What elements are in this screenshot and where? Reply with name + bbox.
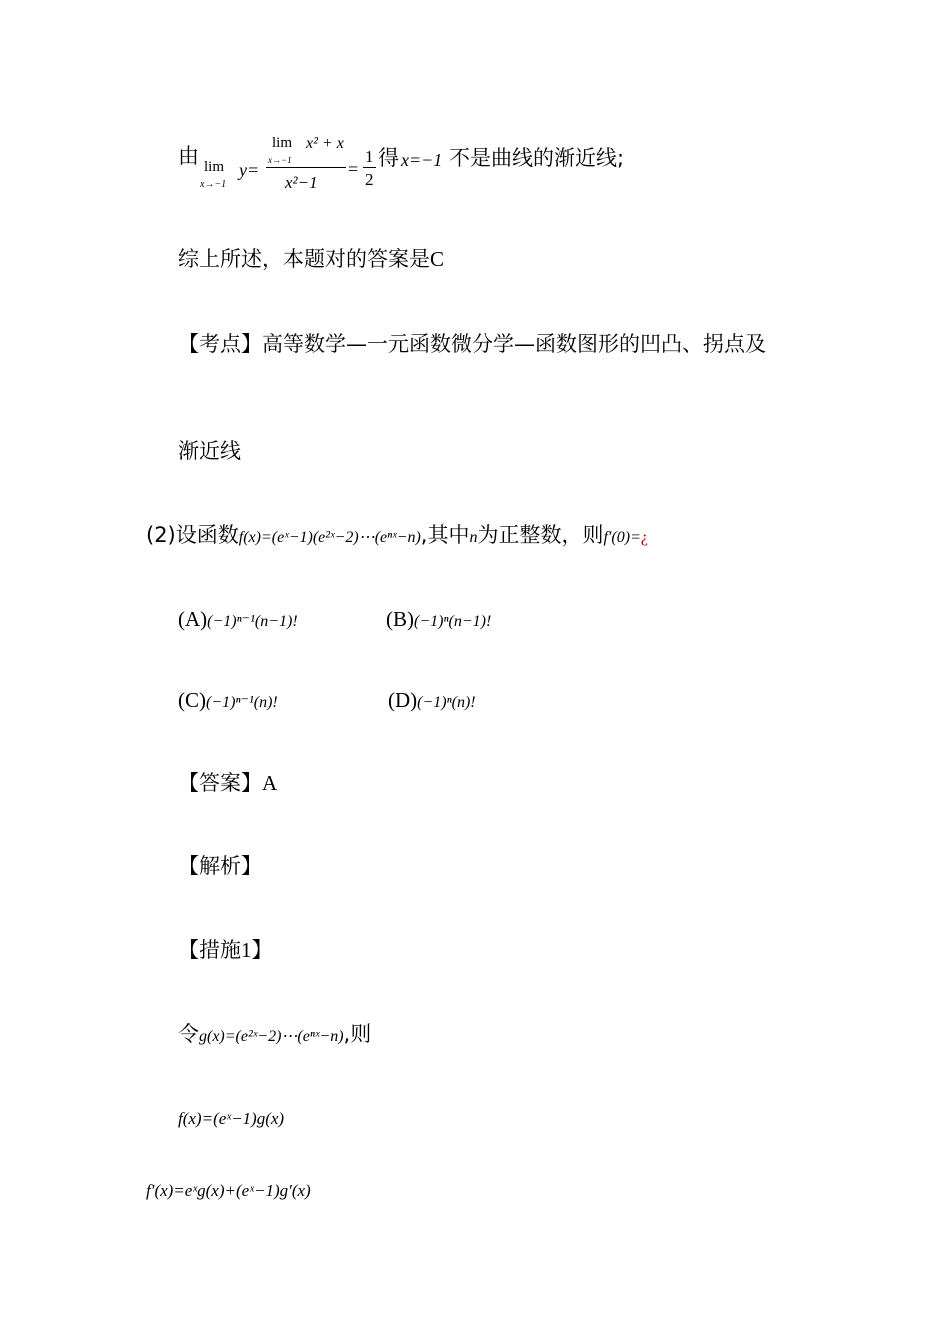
- half-denominator: 2: [365, 170, 374, 189]
- option-a-label: (A): [178, 607, 208, 631]
- numerator-subscript: x→−1: [268, 155, 292, 165]
- half-bar: [363, 167, 376, 168]
- let-expr: g(x)=(e²ˣ−2)⋯(eⁿˣ−n): [199, 1028, 344, 1045]
- summary-answer: C: [430, 247, 445, 271]
- let-suffix: ,则: [343, 1022, 372, 1046]
- option-b: [386, 609, 491, 630]
- analysis-heading: 【解析】: [178, 854, 262, 878]
- question-n: n: [469, 529, 478, 546]
- option-c-expr: (−1)ⁿ⁻¹(n)!: [206, 694, 278, 711]
- question-derivative: f′(0)=: [603, 529, 641, 546]
- equation-f: f(x)=(eˣ−1)g(x): [178, 1109, 285, 1128]
- summary-line: [178, 249, 444, 270]
- question-number: (2): [146, 523, 176, 547]
- method-heading: [178, 940, 273, 961]
- option-c: [178, 690, 278, 711]
- answer-value: A: [262, 771, 278, 795]
- x-equals-minus-one: x=−1: [401, 150, 443, 170]
- question-mid: ,其中: [420, 523, 470, 547]
- option-d: [388, 690, 476, 711]
- option-b-expr: (−1)ⁿ(n−1)!: [414, 613, 492, 630]
- option-a: [178, 609, 298, 630]
- equation-f-prime: f′(x)=eˣg(x)+(eˣ−1)g′(x): [146, 1181, 311, 1200]
- method-number: 1: [241, 938, 252, 962]
- lim-subscript: x→−1: [200, 179, 227, 190]
- option-a-expr: (−1)ⁿ⁻¹(n−1)!: [207, 613, 298, 630]
- topic-line: 【考点】高等数学—一元函数微分学—函数图形的凹凸、拐点及: [178, 332, 766, 356]
- y-equals: y=: [239, 160, 260, 180]
- method-close: 】: [251, 938, 273, 962]
- question-mid2: 为正整数，则: [477, 523, 604, 547]
- question-line: [146, 525, 648, 546]
- lim-text: lim: [204, 159, 225, 175]
- numerator-expr: x² + x: [306, 135, 344, 152]
- question-tail: ¿: [640, 529, 648, 546]
- half-numerator: 1: [365, 147, 374, 166]
- equals-sign: =: [348, 159, 359, 179]
- question-lead: 设函数: [175, 523, 239, 547]
- summary-text: 综上所述，本题对的答案是: [178, 247, 430, 271]
- answer-label: 【答案】: [178, 771, 262, 795]
- option-c-label: (C): [178, 688, 206, 712]
- not-asymptote-text: 不是曲线的渐近线;: [449, 146, 625, 170]
- option-d-expr: (−1)ⁿ(n)!: [417, 694, 476, 711]
- method-label: 【措施: [178, 938, 241, 962]
- option-d-label: (D): [388, 688, 418, 712]
- let-prefix: 令: [178, 1022, 199, 1046]
- let-line: [178, 1024, 371, 1045]
- fraction-bar: [266, 167, 346, 168]
- denominator-expr: x²−1: [285, 173, 318, 192]
- option-b-label: (B): [386, 607, 414, 631]
- de-text: 得: [378, 146, 399, 170]
- numerator-lim: lim: [272, 135, 293, 151]
- question-function: f(x)=(eˣ−1)(e²ˣ−2)⋯(eⁿˣ−n): [238, 529, 421, 546]
- answer-line: [178, 773, 277, 794]
- topic-continuation: 渐近线: [178, 439, 241, 463]
- prefix-text: 由: [178, 144, 199, 168]
